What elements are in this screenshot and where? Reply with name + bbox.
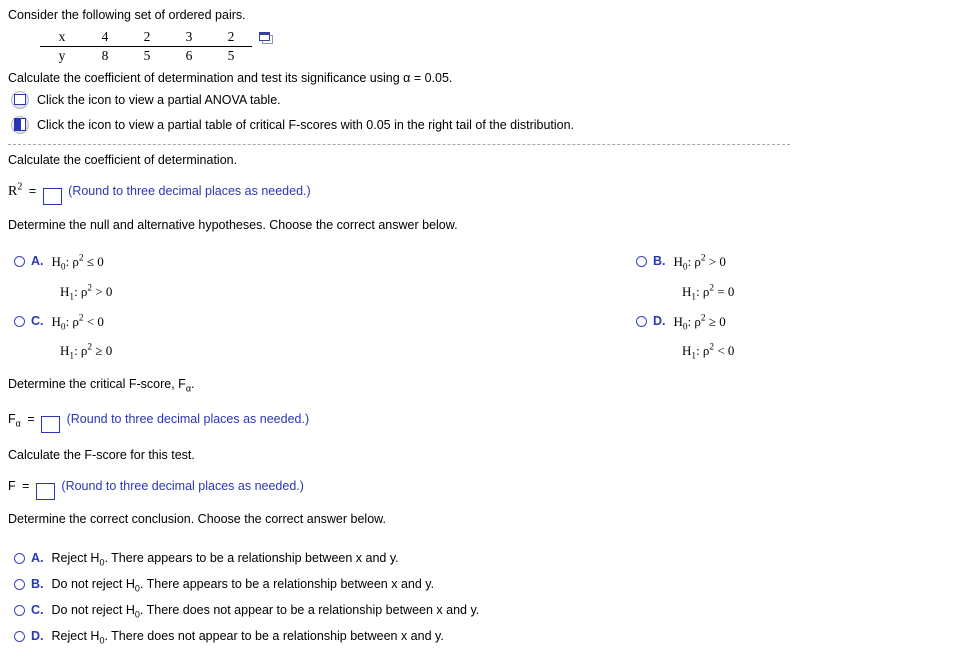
q5-radio-d[interactable]: [14, 631, 25, 642]
table-row-x: [40, 28, 252, 47]
q3-label: $F_\alpha$: [8, 412, 21, 429]
q4-equals: =: [22, 479, 30, 493]
anova-table-link[interactable]: [10, 91, 281, 109]
row-label-x: x: [40, 28, 84, 47]
section-divider: [8, 144, 790, 145]
cell-y-3: 6: [185, 48, 193, 63]
q5-letter-c: C.: [31, 603, 44, 617]
q5-option-d-text: Reject $H_0$. There does not appear to be a relationship between x and y.: [51, 629, 444, 646]
cell-x-3: 3: [168, 28, 210, 47]
q5-radio-a[interactable]: [14, 553, 25, 564]
q5-option-d[interactable]: [14, 629, 444, 646]
q5-letter-b: B.: [31, 577, 44, 591]
cell-x-4: 2: [210, 28, 252, 47]
book-icon-spine: [15, 119, 21, 130]
q2-option-d-h0: $H_0$: $\rho^2 \ge 0$: [673, 313, 726, 333]
copy-icon-front-window: [259, 32, 270, 41]
cell-y-2: 5: [143, 48, 151, 63]
q1-prompt: Calculate the coefficient of determination.: [8, 153, 238, 167]
q1-answer-row: [8, 181, 311, 205]
q4-hint: (Round to three decimal places as needed.): [61, 479, 304, 493]
q1-label: $R^2$: [8, 181, 23, 199]
intro-prompt: Consider the following set of ordered pairs.: [8, 8, 246, 22]
q2-radio-a[interactable]: [14, 256, 25, 267]
q5-option-b-text: Do not reject $H_0$. There appears to be a relationship between x and y.: [51, 577, 435, 594]
q4-answer-row: [8, 479, 304, 500]
q4-f-score-input[interactable]: [36, 483, 55, 500]
table-row-y: [40, 47, 252, 66]
q1-r2-input[interactable]: [43, 188, 62, 205]
q1-hint: (Round to three decimal places as needed.): [68, 184, 311, 198]
q2-letter-a: A.: [31, 254, 44, 268]
cell-y-4: 5: [227, 48, 235, 63]
f-table-link[interactable]: [10, 116, 574, 134]
q2-option-b[interactable]: [636, 253, 726, 273]
spreadsheet-icon: [10, 91, 30, 109]
q2-option-c[interactable]: [14, 313, 104, 333]
q2-option-d[interactable]: [636, 313, 726, 333]
q5-letter-d: D.: [31, 629, 44, 643]
q3-prompt: Determine the critical F-score, $F_\alpha$.: [8, 377, 195, 394]
copy-windows-icon[interactable]: [259, 32, 273, 44]
f-table-link-label: Click the icon to view a partial table of critical F-scores with 0.05 in the right tail of the distribution.: [37, 118, 575, 132]
q2-radio-b[interactable]: [636, 256, 647, 267]
q2-letter-d: D.: [653, 314, 666, 328]
ordered-pairs-table: [40, 28, 252, 65]
q2-option-a[interactable]: [14, 253, 104, 273]
q5-option-b[interactable]: [14, 577, 435, 594]
q4-label: F: [8, 479, 16, 493]
q2-option-c-h1: $H_1$: $\rho^2 \ge 0$: [60, 342, 113, 362]
cell-x-2: 2: [126, 28, 168, 47]
q5-option-c-text: Do not reject $H_0$. There does not appear to be a relationship between x and y.: [51, 603, 480, 620]
book-icon-cover: [14, 118, 26, 131]
q2-letter-c: C.: [31, 314, 44, 328]
spreadsheet-icon-sheet: [14, 94, 26, 105]
q3-critical-f-input[interactable]: [41, 416, 60, 433]
q5-prompt: Determine the correct conclusion. Choose the correct answer below.: [8, 512, 386, 526]
copy-icon-titlebar: [260, 33, 269, 35]
q5-option-c[interactable]: [14, 603, 480, 620]
q4-prompt: Calculate the F-score for this test.: [8, 448, 195, 462]
q5-radio-b[interactable]: [14, 579, 25, 590]
q2-radio-c[interactable]: [14, 316, 25, 327]
q2-letter-b: B.: [653, 254, 666, 268]
q5-radio-c[interactable]: [14, 605, 25, 616]
significance-instruction: Calculate the coefficient of determination and test its significance using α = 0.05.: [8, 71, 453, 85]
q2-radio-d[interactable]: [636, 316, 647, 327]
q3-answer-row: [8, 412, 309, 433]
q2-option-d-h1: $H_1$: $\rho^2 < 0$: [682, 342, 735, 362]
q2-option-b-h0: $H_0$: $\rho^2 > 0$: [673, 253, 726, 273]
q2-prompt: Determine the null and alternative hypotheses. Choose the correct answer below.: [8, 218, 458, 232]
cell-x-1: 4: [84, 28, 126, 47]
q2-option-a-h1: $H_1$: $\rho^2 > 0$: [60, 283, 113, 303]
q2-option-b-h1: $H_1$: $\rho^2 = 0$: [682, 283, 735, 303]
q5-option-a[interactable]: [14, 551, 399, 568]
q5-letter-a: A.: [31, 551, 44, 565]
q5-option-a-text: Reject $H_0$. There appears to be a relationship between x and y.: [51, 551, 399, 568]
q1-equals: =: [28, 184, 37, 198]
book-icon: [10, 116, 30, 134]
cell-y-1: 8: [101, 48, 109, 63]
q2-option-a-h0: $H_0$: $\rho^2 \le 0$: [51, 253, 104, 273]
q3-hint: (Round to three decimal places as needed.): [66, 412, 310, 426]
q2-option-c-h0: $H_0$: $\rho^2 < 0$: [51, 313, 104, 333]
q3-equals: =: [27, 412, 35, 426]
row-label-y: y: [58, 48, 66, 63]
anova-table-link-label: Click the icon to view a partial ANOVA table.: [37, 93, 281, 107]
